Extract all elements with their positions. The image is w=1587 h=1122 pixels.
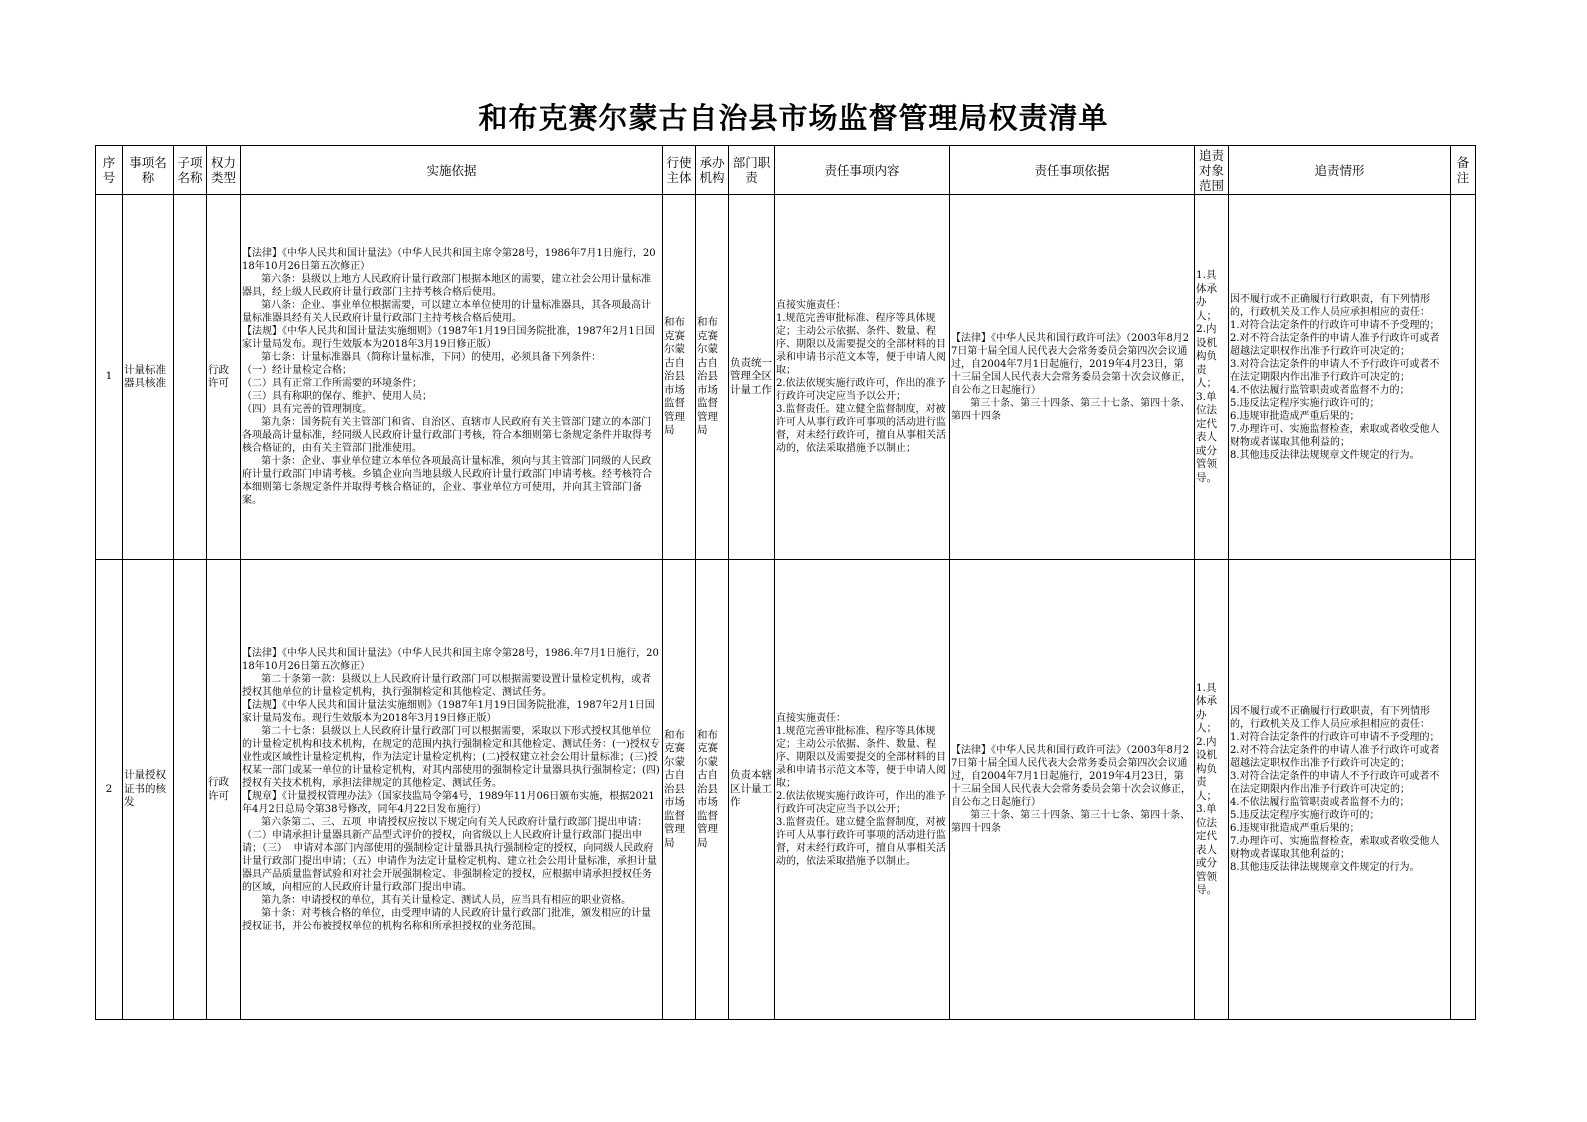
cell-note <box>1451 195 1476 560</box>
page-title: 和布克赛尔蒙古自治县市场监督管理局权责清单 <box>478 101 1109 135</box>
cell-duty: 负责统一管理全区计量工作 <box>729 195 775 560</box>
cell-scope: 1.具体承办人； 2.内设机构负责人； 3.单位法定代表人或分管领导。 <box>1195 195 1229 560</box>
column-header-circumstances: 追责情形 <box>1229 146 1451 195</box>
cell-content: 直接实施责任： 1.规范完善审批标准、程序等具体规定；主动公示依据、条件、数量、程序、期限以及需要提交的全部材料的目录和申请书示范文本等，便于申请人阅取； 2.依法依规实施行政许可，作出的准予行政许可决定应当予以公开； 3.监督责任。建立健全监督制度，对被许可人从事行政许可事项的活动进行监督，对未经行政许可，擅自从事相关活动的，依法采取措施予以制止。 <box>775 560 950 1020</box>
cell-name: 计量授权证书的核发 <box>123 560 174 1020</box>
cell-subject: 和布克赛尔蒙古自治县市场监督管理局 <box>663 195 696 560</box>
cell-resp-basis: 【法律】《中华人民共和国行政许可法》（2003年8月27日第十届全国人民代表大会常务委员会第四次会议通过，自2004年7月1日起施行，2019年4月23日，第十三届全国人民代表大会常务委员会第十次会议修正，自公布之日起施行） 第三十条、第三十四条、第三十七条、第四十条、第四十四条 <box>950 560 1195 1020</box>
cell-sub <box>174 560 207 1020</box>
column-header-name: 事项名称 <box>123 146 174 195</box>
column-header-no: 序号 <box>96 146 123 195</box>
cell-scope: 1.具体承办人； 2.内设机构负责人； 3.单位法定代表人或分管领导。 <box>1195 560 1229 1020</box>
column-header-content: 责任事项内容 <box>775 146 950 195</box>
cell-name: 计量标准器具核准 <box>123 195 174 560</box>
responsibility-table <box>95 145 1476 1020</box>
cell-org: 和布克赛尔蒙古自治县市场监督管理局 <box>696 195 729 560</box>
column-header-scope: 追责对象范围 <box>1195 146 1229 195</box>
cell-duty: 负责本辖区计量工作 <box>729 560 775 1020</box>
cell-subject: 和布克赛尔蒙古自治县市场监督管理局 <box>663 560 696 1020</box>
cell-note <box>1451 560 1476 1020</box>
cell-circumstances: 因不履行或不正确履行行政职责，有下列情形的，行政机关及工作人员应承担相应的责任： 1.对符合法定条件的行政许可申请不予受理的； 2.对不符合法定条件的申请人准予行政许可或者超越法定职权作出准予行政许可决定的； 3.对符合法定条件的申请人不予行政许可或者不在法定期限内作出准予行政许可决定的； 4.不依法履行监管职责或者监督不力的； 5.违反法定程序实施行政许可的； 6.违规审批造成严重后果的； 7.办理许可、实施监督检查，索取或者收受他人财物或者谋取其他利益的； 8.其他违反法律法规规章文件规定的行为。 <box>1229 560 1451 1020</box>
cell-basis: 【法律】《中华人民共和国计量法》（中华人民共和国主席令第28号，1986年7月1日施行，2018年10月26日第五次修正） 第六条：县级以上地方人民政府计量行政部门根据本地区的需要，建立社会公用计量标准器具，经上级人民政府计量行政部门主持考核合格后使用。 第八条：企业、事业单位根据需要，可以建立本单位使用的计量标准器具，其各项最高计量标准器具经有关人民政府计量行政部门主持考核合格后使用。 【法规】《中华人民共和国计量法实施细则》（1987年1月19日国务院批准，1987年2月1日国家计量局发布。现行生效版本为2018年3月19日修正版） 第七条：计量标准器具（简称计量标准，下同）的使用，必须具备下列条件： （一）经计量检定合格； （二）具有正常工作所需要的环境条件； （三）具有称职的保存、维护、使用人员； （四）具有完善的管理制度。 第九条：国务院有关主管部门和省、自治区、直辖市人民政府有关主管部门建立的本部门各项最高计量标准，经同级人民政府计量行政部门考核，符合本细则第七条规定条件并取得考核合格证的，由有关主管部门批准使用。 第十条：企业、事业单位建立本单位各项最高计量标准，须向与其主管部门同级的人民政府计量行政部门申请考核。乡镇企业向当地县级人民政府计量行政部门申请考核。经考核符合本细则第七条规定条件并取得考核合格证的，企业、事业单位方可使用，并向其主管部门备案。 <box>241 195 663 560</box>
column-header-subject: 行使主体 <box>663 146 696 195</box>
cell-no: 1 <box>96 195 123 560</box>
cell-no: 2 <box>96 560 123 1020</box>
table-row <box>96 195 1476 560</box>
column-header-resp-basis: 责任事项依据 <box>950 146 1195 195</box>
column-header-note: 备注 <box>1451 146 1476 195</box>
column-header-org: 承办机构 <box>696 146 729 195</box>
cell-sub <box>174 195 207 560</box>
column-header-basis: 实施依据 <box>241 146 663 195</box>
column-header-sub: 子项名称 <box>174 146 207 195</box>
cell-type: 行政许可 <box>207 560 241 1020</box>
cell-type: 行政许可 <box>207 195 241 560</box>
column-header-type: 权力类型 <box>207 146 241 195</box>
cell-org: 和布克赛尔蒙古自治县市场监督管理局 <box>696 560 729 1020</box>
cell-basis: 【法律】《中华人民共和国计量法》（中华人民共和国主席令第28号，1986.年7月1日施行，2018年10月26日第五次修正） 第二十条第一款：县级以上人民政府计量行政部门可以根据需要设置计量检定机构，或者授权其他单位的计量检定机构，执行强制检定和其他检定、测试任务。 【法规】《中华人民共和国计量法实施细则》（1987年1月19日国务院批准，1987年2月1日国家计量局发布。现行生效版本为2018年3月19日修正版） 第二十七条：县级以上人民政府计量行政部门可以根据需要，采取以下形式授权其他单位的计量检定机构和技术机构，在规定的范围内执行强制检定和其他检定、测试任务：(一)授权专业性或区域性计量检定机构，作为法定计量检定机构；(二)授权建立社会公用计量标准；(三)授权某一部门或某一单位的计量检定机构，对其内部使用的强制检定计量器具执行强制检定；(四)授权有关技术机构，承担法律规定的其他检定、测试任务。 【规章】《计量授权管理办法》（国家技监局令第4号，1989年11月06日颁布实施，根据2021年4月2日总局令第38号修改，同年4月22日发布施行） 第六条第二、三、五项 申请授权应按以下规定向有关人民政府计量行政部门提出申请：（二）申请承担计量器具新产品型式评价的授权，向省级以上人民政府计量行政部门提出申请；（三） 申请对本部门内部使用的强制检定计量器具执行强制检定的授权，向同级人民政府计量行政部门提出申请；（五）申请作为法定计量检定机构、建立社会公用计量标准，承担计量器具产品质量监督试验和对社会开展强制检定、非强制检定的授权，应根据申请承担授权任务的区域，向相应的人民政府计量行政部门提出申请。 第九条：申请授权的单位，其有关计量检定、测试人员，应当具有相应的职业资格。 第十条：对考核合格的单位，由受理申请的人民政府计量行政部门批准，颁发相应的计量授权证书，并公布被授权单位的机构名称和所承担授权的业务范围。 <box>241 560 663 1020</box>
column-header-duty: 部门职责 <box>729 146 775 195</box>
header-row <box>96 146 1476 195</box>
cell-resp-basis: 【法律】《中华人民共和国行政许可法》（2003年8月27日第十届全国人民代表大会常务委员会第四次会议通过，自2004年7月1日起施行，2019年4月23日，第十三届全国人民代表大会常务委员会第十次会议修正，自公布之日起施行） 第三十条、第三十四条、第三十七条、第四十条、第四十四条 <box>950 195 1195 560</box>
cell-circumstances: 因不履行或不正确履行行政职责，有下列情形的，行政机关及工作人员应承担相应的责任： 1.对符合法定条件的行政许可申请不予受理的； 2.对不符合法定条件的申请人准予行政许可或者超越法定职权作出准予行政许可决定的； 3.对符合法定条件的申请人不予行政许可或者不在法定期限内作出准予行政许可决定的； 4.不依法履行监管职责或者监督不力的； 5.违反法定程序实施行政许可的； 6.违规审批造成严重后果的； 7.办理许可、实施监督检查，索取或者收受他人财物或者谋取其他利益的； 8.其他违反法律法规规章文件规定的行为。 <box>1229 195 1451 560</box>
cell-content: 直接实施责任： 1.规范完善审批标准、程序等具体规定；主动公示依据、条件、数量、程序、期限以及需要提交的全部材料的目录和申请书示范文本等，便于申请人阅取； 2.依法依规实施行政许可，作出的准予行政许可决定应当予以公开； 3.监督责任。建立健全监督制度，对被许可人从事行政许可事项的活动进行监督，对未经行政许可，擅自从事相关活动的，依法采取措施予以制止； <box>775 195 950 560</box>
table-row <box>96 560 1476 1020</box>
